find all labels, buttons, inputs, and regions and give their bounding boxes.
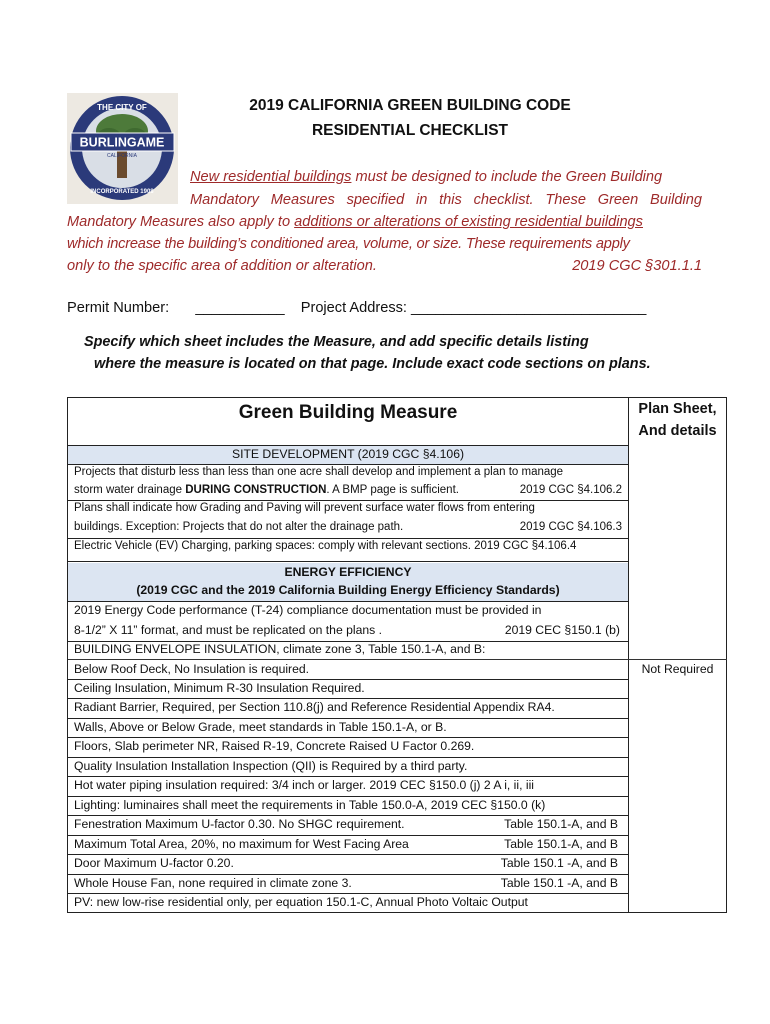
project-address-field[interactable]: _____________________________ <box>411 300 647 316</box>
energy-row-11-text: Fenestration Maximum U-factor 0.30. No SHGC requirement. <box>74 817 405 831</box>
intro-line1 <box>190 166 702 188</box>
energy-efficiency-header: ENERGY EFFICIENCY <box>284 565 412 579</box>
intro-line3-text: Mandatory Measures also apply to <box>67 214 295 230</box>
permit-number-field[interactable]: ___________ <box>195 300 285 316</box>
energy-row-8: Quality Insulation Installation Inspection (QII) is Required by a third party. <box>74 759 468 773</box>
intro-code-reference: 2019 CGC §301.1.1 <box>572 258 702 274</box>
energy-row-13-ref: Table 150.1 -A, and B <box>500 856 618 870</box>
intro-line1-rest: must be designed to include the Green Building <box>351 169 663 185</box>
rule <box>68 718 628 719</box>
site-row-1-bold: DURING CONSTRUCTION <box>185 484 327 496</box>
header-and-details: And details <box>638 423 717 439</box>
intro-link-new-buildings: New residential buildings <box>190 169 352 185</box>
energy-row-12-ref: Table 150.1-A, and B <box>504 837 618 851</box>
energy-row-11 <box>74 817 626 831</box>
energy-row-5: Radiant Barrier, Required, per Section 110.8(j) and Reference Residential Appendix RA4. <box>74 700 555 714</box>
energy-row-1-text: 8-1/2” X 11” format, and must be replicated on the plans . <box>74 623 383 637</box>
seal-top-text: THE CITY OF <box>97 103 147 112</box>
rule <box>68 601 628 602</box>
rule <box>68 874 628 875</box>
intro-line5-text: only to the specific area of addition or alteration. <box>67 258 377 274</box>
energy-row-12 <box>74 837 626 851</box>
permit-address-row <box>67 300 646 316</box>
rule <box>68 737 628 738</box>
seal-state: CALIFORNIA <box>106 153 138 159</box>
column-divider <box>628 398 629 912</box>
plan-sheet-not-required: Not Required <box>641 662 714 676</box>
energy-row-9: Hot water piping insulation required: 3/4 inch or larger. 2019 CEC §150.0 (j) 2 A i, ii, iii <box>74 778 534 792</box>
intro-line2: Mandatory Measures specified in this checklist. These Green Building <box>190 192 702 208</box>
site-row-1-text2: . A BMP page is sufficient. <box>326 484 459 496</box>
site-row-2-text: buildings. Exception: Projects that do not alter the drainage path. <box>74 521 404 533</box>
rule <box>68 445 628 446</box>
site-row-2-line2 <box>74 521 626 533</box>
intro-line4: which increase the building’s conditioned area, volume, or size. These requirements apply <box>67 236 630 252</box>
rule <box>68 659 727 660</box>
rule <box>68 561 628 562</box>
site-development-header: SITE DEVELOPMENT (2019 CGC §4.106) <box>231 447 465 461</box>
energy-row-2: BUILDING ENVELOPE INSULATION, climate zone 3, Table 150.1-A, and B: <box>74 642 486 656</box>
intro-line3 <box>67 211 702 233</box>
intro-link-additions: additions or alterations of existing residential buildings <box>294 214 643 230</box>
site-row-1-line1: Projects that disturb less than less than one acre shall develop and implement a plan to manage <box>74 466 564 478</box>
energy-row-10: Lighting: luminaires shall meet the requirements in Table 150.0-A, 2019 CEC §150.0 (k) <box>74 798 546 812</box>
energy-row-1-line1: 2019 Energy Code performance (T-24) compliance documentation must be provided in <box>74 603 542 617</box>
energy-efficiency-subheader: (2019 CGC and the 2019 California Building Energy Efficiency Standards) <box>136 583 560 597</box>
rule <box>68 500 628 501</box>
document-title-line2: RESIDENTIAL CHECKLIST <box>311 122 509 139</box>
site-row-1-ref: 2019 CGC §4.106.2 <box>519 484 622 496</box>
energy-row-11-ref: Table 150.1-A, and B <box>504 817 618 831</box>
rule <box>68 757 628 758</box>
rule <box>68 893 628 894</box>
city-seal-logo <box>67 93 178 204</box>
energy-row-14-text: Whole House Fan, none required in climate zone 3. <box>74 876 352 890</box>
seal-name: BURLINGAME <box>79 135 165 150</box>
energy-row-14-ref: Table 150.1 -A, and B <box>500 876 618 890</box>
energy-row-15: PV: new low-rise residential only, per equation 150.1-C, Annual Photo Voltaic Output <box>74 895 528 909</box>
permit-number-label: Permit Number: <box>67 300 170 316</box>
project-address-label: Project Address: <box>300 300 407 316</box>
header-green-building-measure: Green Building Measure <box>238 402 458 423</box>
instructions-line1: Specify which sheet includes the Measure, and add specific details listing <box>84 334 589 350</box>
site-row-3: Electric Vehicle (EV) Charging, parking spaces: comply with relevant sections. 2019 CGC §4.106.4 <box>74 540 577 552</box>
energy-row-1-line2 <box>74 623 626 637</box>
rule <box>68 698 628 699</box>
header-plan-sheet: Plan Sheet, <box>638 401 717 417</box>
rule <box>68 854 628 855</box>
rule <box>68 796 628 797</box>
energy-row-4: Ceiling Insulation, Minimum R-30 Insulation Required. <box>74 681 365 695</box>
intro-line5 <box>67 255 702 277</box>
instructions-line2: where the measure is located on that page. Include exact code sections on plans. <box>94 356 651 372</box>
energy-row-7: Floors, Slab perimeter NR, Raised R-19, Concrete Raised U Factor 0.269. <box>74 739 475 753</box>
energy-row-3: Below Roof Deck, No Insulation is required. <box>74 662 310 676</box>
site-row-1-text: storm water drainage <box>74 484 186 496</box>
energy-row-14 <box>74 876 626 890</box>
rule <box>68 776 628 777</box>
seal-bottom-text: INCORPORATED 1908 <box>90 189 154 195</box>
site-row-2-ref: 2019 CGC §4.106.3 <box>519 521 622 533</box>
rule <box>68 464 628 465</box>
rule <box>68 679 628 680</box>
energy-row-13 <box>74 856 626 870</box>
energy-row-12-text: Maximum Total Area, 20%, no maximum for West Facing Area <box>74 837 409 851</box>
energy-row-1-ref: 2019 CEC §150.1 (b) <box>504 623 620 637</box>
rule <box>68 538 628 539</box>
energy-row-13-text: Door Maximum U-factor 0.20. <box>74 856 234 870</box>
site-row-1-line2 <box>74 484 626 496</box>
rule <box>68 835 628 836</box>
energy-row-6: Walls, Above or Below Grade, meet standards in Table 150.1-A, or B. <box>74 720 447 734</box>
green-building-checklist-table <box>67 397 727 913</box>
site-row-2-line1: Plans shall indicate how Grading and Paving will prevent surface water flows from entering <box>74 502 535 514</box>
rule <box>68 815 628 816</box>
document-title-line1: 2019 CALIFORNIA GREEN BUILDING CODE <box>249 97 571 114</box>
